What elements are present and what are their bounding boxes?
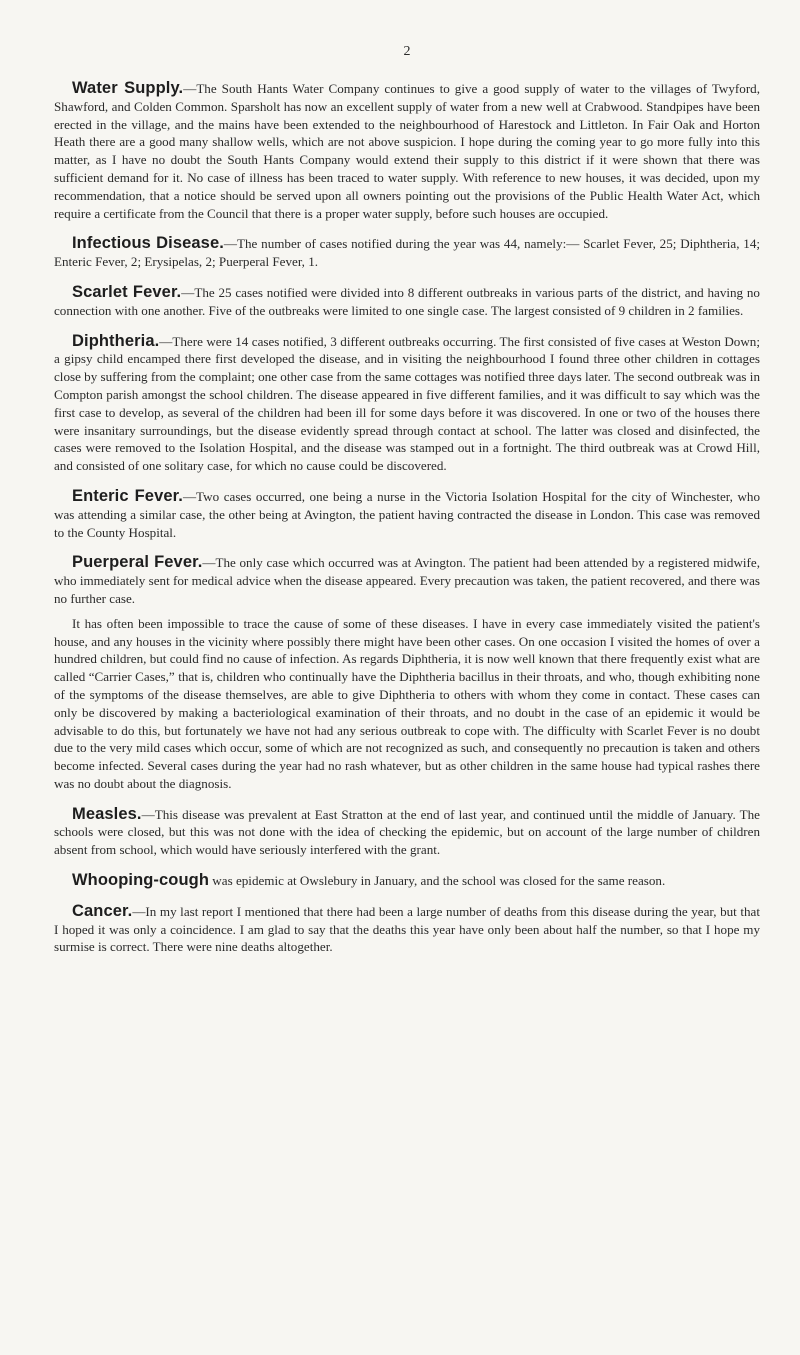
- section-heading: Diphtheria.: [72, 331, 160, 350]
- paragraph: It has often been impossible to trace the cause of some of these diseases. I have in every case immediately visited the patient's house, and any houses in the vicinity where possibly there might have been other cases. On one occasion I visited the homes of over a hundred children, but could find no cause of infection. As regards Diphtheria, it is now well known that there frequently exist what are called “Carrier Cases,” that is, children who continually have the Diphtheria bacillus in their throats, and who, though exhibiting none of the symptoms of the disease themselves, are able to give Diphtheria to others with whom they come in contact. These cases can only be discovered by making a bacteriological examination of their throats, and no doubt in the case of an epidemic it would be advisable to do this, but fortunately we have not had any serious outbreak to cope with. The difficulty with Scarlet Fever is no doubt due to the very mild cases which occur, some of which are not recognized as such, and consequently no precaution is taken and others become infected. Several cases during the year had no rash whatever, but as other children in the same house had typical rashes there was no doubt about the diagnosis.: [54, 615, 760, 791]
- section-whooping-cough: [54, 872, 760, 890]
- paragraph: [54, 333, 760, 475]
- paragraph-text: —The 25 cases notified were divided into 8 different outbreaks in various parts of the district, and having no connection with one another. Five of the outbreaks were limited to one single case. The largest consisted of 9 children in 2 families.: [54, 284, 760, 318]
- section-heading: Measles.: [72, 804, 142, 823]
- section-cancer: [54, 903, 760, 956]
- paragraph: [54, 872, 760, 890]
- paragraph: [54, 903, 760, 956]
- paragraph-text: was epidemic at Owslebury in January, and the school was closed for the same reason.: [209, 873, 666, 889]
- paragraph: [54, 235, 760, 271]
- section-heading: Water Supply.: [72, 79, 184, 97]
- section-heading: Cancer.: [72, 901, 133, 920]
- paragraph-text: —In my last report I mentioned that there had been a large number of deaths from this disease during the year, but that I hoped it was only a coincidence. I am glad to say that the deaths this year have only been about half the number, so that I hope my surmise is correct. There were nine deaths altogether.: [54, 903, 760, 955]
- paragraph-text: —The South Hants Water Company continues to give a good supply of water to the villages of Twyford, Shawford, and Colden Common. Sparsholt has now an excellent supply of water from a new well at Crabwood. Standpipes have been erected in the village, and the mains have been extended to the neighbourhood of Harestock and Littleton. In Fair Oak and Horton Heath there are a good many shallow wells, which are not above suspicion. I hope during the coming year to go more fully into this matter, as I have no doubt the South Hants Company would extend their supply to this district if it were shown that there was sufficient demand for it. No case of illness has been traced to water supply. With reference to new houses, it was decided, upon my recommendation, that a notice should be served upon all owners pointing out the provisions of the Public Health Water Act, which require a certificate from the Council that there is a proper water supply, before such houses are occupied.: [54, 81, 760, 221]
- paragraph: [54, 806, 760, 859]
- section-scarlet-fever: [54, 284, 760, 320]
- section-infectious-disease: [54, 235, 760, 271]
- paragraph-text: —There were 14 cases notified, 3 different outbreaks occurring. The first consisted of five cases at Weston Down; a gipsy child encamped there first developed the disease, and in visiting the neighbourhood I found three other children in cottages close by suffering from the complaint; one other case from the same cottages was notified three days later. The second outbreak was in Compton parish amongst the school children. The disease appeared in five different families, and it was difficult to say which was the first case to develop, as several of the children had been ill for some days before it was discovered. In one or two of the houses there were insanitary surroundings, but the disease evidently spread through contact at school. The latter was closed and disinfected, the cases were removed to the Isolation Hospital, and the disease was stamped out in a fortnight. The third outbreak was at Crowd Hill, and consisted of one solitary case, for which no cause could be discovered.: [54, 333, 760, 474]
- paragraph: [54, 554, 760, 607]
- section-heading: Infectious Disease.: [72, 234, 224, 253]
- section-puerperal-fever: [54, 554, 760, 792]
- paragraph-text: —The number of cases notified during the year was 44, namely:— Scarlet Fever, 25; Diphtheria, 14; Enteric Fever, 2; Erysipelas, 2; Puerperal Fever, 1.: [54, 236, 760, 270]
- section-water-supply: [54, 80, 760, 222]
- paragraph: [54, 488, 760, 541]
- section-heading: Whooping-cough: [72, 871, 210, 890]
- page-number: 2: [403, 44, 411, 59]
- section-heading: Enteric Fever.: [72, 486, 183, 505]
- section-heading: Scarlet Fever.: [72, 282, 182, 301]
- paragraph-text: —Two cases occurred, one being a nurse in the Victoria Isolation Hospital for the city of Winchester, who was attending a similar case, the other being at Avington, the patient having contracted the disease in London. This case was removed to the County Hospital.: [54, 488, 761, 540]
- paragraph: [54, 80, 760, 222]
- section-diphtheria: [54, 333, 760, 475]
- paragraph: [54, 284, 760, 320]
- paragraph-text: —This disease was prevalent at East Stratton at the end of last year, and continued until the middle of January. The schools were closed, but this was not done with the idea of checking the epidemic, but on account of the large number of children absent from school, which would have seriously interfered with the grant.: [54, 806, 760, 858]
- section-enteric-fever: [54, 488, 760, 541]
- section-heading: Puerperal Fever.: [72, 553, 203, 572]
- paragraph-text: —The only case which occurred was at Avington. The patient had been attended by a registered midwife, who immediately sent for medical advice when the disease appeared. Every precaution was taken, the patient recovered, and there was no further case.: [54, 555, 760, 606]
- section-measles: [54, 806, 760, 859]
